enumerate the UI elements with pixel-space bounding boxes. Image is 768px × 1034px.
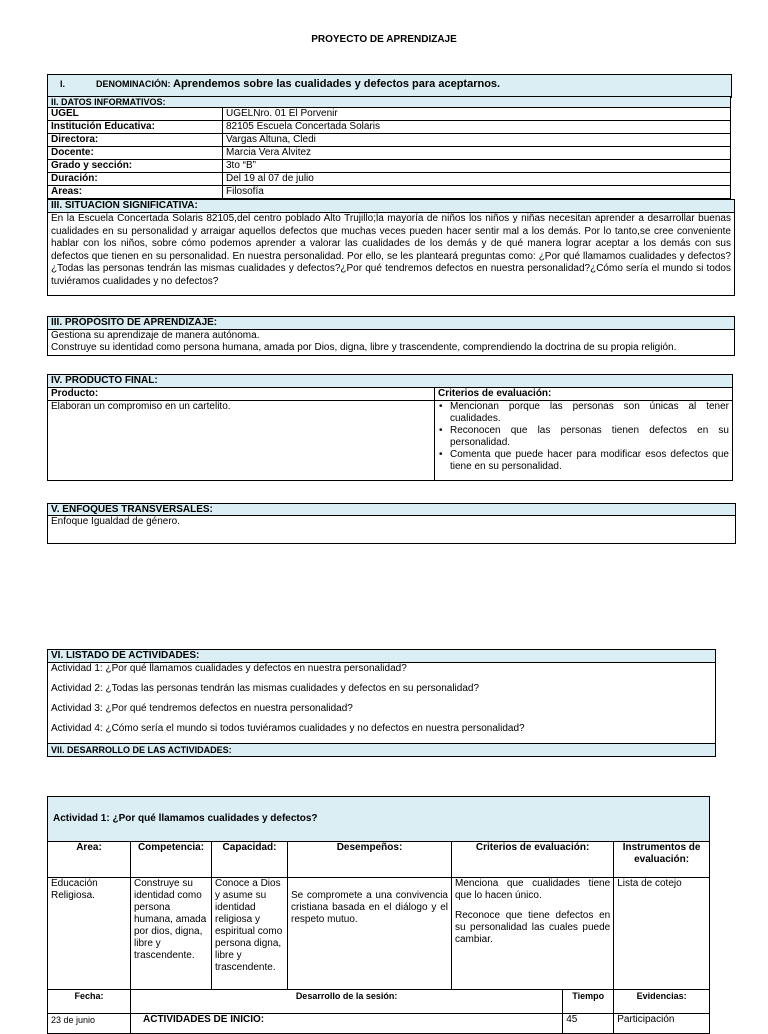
datos-header: II. DATOS INFORMATIVOS: (48, 97, 731, 108)
proposito-line-2: Construye su identidad como persona humana, amada por Dios, digna, libre y trascendente, comprendiendo la doctrina de su propia religión. (51, 342, 677, 353)
producto-header: IV. PRODUCTO FINAL: (48, 375, 733, 388)
instrumento-cell: Lista de cotejo (614, 878, 710, 990)
desarrollo-header: VII. DESARROLLO DE LAS ACTIVIDADES: (48, 743, 715, 756)
table-row (48, 134, 731, 147)
datos-value: 3to “B” (223, 160, 731, 173)
datos-label: Duración: (48, 173, 223, 186)
denominacion-box (47, 74, 732, 98)
actividad-1-question: ¿Por qué llamamos cualidades y defectos? (109, 813, 318, 824)
table-row (48, 147, 731, 160)
datos-value: Del 19 al 07 de julio (223, 173, 731, 186)
table-row (48, 108, 731, 121)
list-item: • Mencionan porque las personas son únicas al tener cualidades. (448, 401, 729, 425)
enfoques-text: Enfoque Igualdad de género. (51, 516, 180, 527)
list-item: Actividad 2: ¿Todas las personas tendrán las mismas cualidades y defectos en su personalidad? (51, 683, 480, 694)
header-instrumentos: Instrumentos de evaluación: (614, 842, 710, 878)
page-title: PROYECTO DE APRENDIZAJE (311, 34, 457, 45)
datos-label: Grado y sección: (48, 160, 223, 173)
sesion-cell: ACTIVIDADES DE INICIO: (131, 1014, 563, 1034)
desempeno-cell: Se compromete a una convivencia cristiana basada en el diálogo y el respeto mutuo. (288, 878, 452, 990)
list-item: Actividad 4: ¿Cómo sería el mundo si todos tuviéramos cualidades y no defectos en nuestra personalidad? (51, 723, 525, 734)
header-evidencias: Evidencias: (614, 990, 710, 1014)
header-fecha: Fecha: (48, 990, 131, 1014)
capacidad-cell: Conoce a Dios y asume su identidad religiosa y espiritual como persona digna, libre y trascendente. (212, 878, 288, 990)
area-cell: Educación Religiosa. (48, 878, 131, 990)
list-item: Actividad 1: ¿Por qué llamamos cualidades y defectos en nuestra personalidad? (51, 663, 407, 674)
header-capacidad: Capacidad: (212, 842, 288, 878)
criterios-cell (452, 878, 614, 990)
situacion-box (47, 199, 735, 296)
listado-box (47, 649, 716, 757)
header-tiempo: Tiempo (563, 990, 614, 1014)
proposito-header: III. PROPÓSITO DE APRENDIZAJE: (48, 317, 734, 330)
producto-final-table (47, 374, 733, 481)
datos-value: Filosofía (223, 186, 731, 199)
denominacion-label: DENOMINACIÓN: (96, 79, 171, 89)
proposito-box (47, 316, 735, 356)
producto-text: Elaboran un compromiso en un cartelito. (48, 401, 435, 481)
header-area: Área: (48, 842, 131, 878)
table-row (48, 173, 731, 186)
header-competencia: Competencia: (131, 842, 212, 878)
producto-col-header: Producto: (48, 388, 435, 401)
evidencia-cell: Participación (614, 1014, 710, 1034)
actividad-1-table (47, 796, 710, 1034)
table-row (48, 160, 731, 173)
table-row (48, 186, 731, 199)
list-item: • Reconocen que las personas tienen defectos en su personalidad. (448, 425, 729, 449)
datos-label: Institución Educativa: (48, 121, 223, 134)
criterios-col-header: Criterios de evaluación: (435, 388, 733, 401)
datos-label: Directora: (48, 134, 223, 147)
datos-label: Docente: (48, 147, 223, 160)
proposito-line-1: Gestiona su aprendizaje de manera autónoma. (51, 330, 260, 341)
enfoques-box (47, 503, 736, 544)
list-item: Actividad 3: ¿Por qué tendremos defectos en nuestra personalidad? (51, 703, 353, 714)
enfoques-header: V. ENFOQUES TRANSVERSALES: (48, 504, 735, 516)
datos-value: Marcia Vera Alvitez (223, 147, 731, 160)
criterios-list (438, 401, 729, 473)
datos-label: Areas: (48, 186, 223, 199)
fecha-cell: 23 de junio (48, 1014, 131, 1034)
header-desempenos: Desempeños: (288, 842, 452, 878)
denominacion-number: I. (60, 79, 66, 89)
situacion-header: III. SITUACION SIGNIFICATIVA: (48, 200, 734, 213)
datos-label: UGEL (48, 108, 223, 121)
tiempo-cell: 45 (563, 1014, 614, 1034)
actividad-1-title (48, 797, 710, 842)
datos-value: UGELNro. 01 El Porvenir (223, 108, 731, 121)
header-criterios: Criterios de evaluación: (452, 842, 614, 878)
datos-value: 82105 Escuela Concertada Solaris (223, 121, 731, 134)
list-item: • Comenta que puede hacer para modificar esos defectos que tiene en su personalidad. (448, 449, 729, 473)
situacion-text: En la Escuela Concertada Solaris 82105,del centro poblado Alto Trujillo;la mayoría de niños los niños y niñas necesitan aprender a desarrollar buenas cualidades en su personalidad y arraigar aquellos defectos que muchas veces pueden hacer sentir mal a los demás. Por lo tanto,se cree conveniente hablar con los niños, sobre cómo podemos aprender a valorar las cualidades de los demás y de qué manera lograr aceptar a los demás con sus defectos que tienen en su personalidad. En nuestra personalidad. Por ello, se les planteará preguntas como: ¿Por qué llamamos cualidades y defectos? ¿Todas las personas tendrán las mismas cualidades y defectos?¿Por qué tendremos defectos en nuestra personalidad?¿Cómo sería el mundo si todos tuviéramos cualidades y no defectos? (51, 213, 731, 287)
criterio-text: Menciona que cualidades tiene que lo hacen único. (455, 878, 611, 901)
table-row (48, 121, 731, 134)
criterio-text: Reconoce que tiene defectos en su personalidad las cuales puede cambiar. (455, 910, 611, 945)
denominacion-block (96, 78, 500, 90)
actividad-1-label: Actividad 1: (53, 813, 110, 824)
datos-informativos-table (47, 96, 731, 199)
header-desarrollo: Desarrollo de la sesión: (131, 990, 563, 1014)
criterios-cell (435, 401, 733, 481)
listado-header: VI. LISTADO DE ACTIVIDADES: (48, 650, 715, 663)
competencia-cell: Construye su identidad como persona humana, amada por dios, digna, libre y trascendente. (131, 878, 212, 990)
denominacion-value: Aprendemos sobre las cualidades y defectos para aceptarnos. (173, 78, 501, 90)
datos-value: Vargas Altuna, Cledi (223, 134, 731, 147)
